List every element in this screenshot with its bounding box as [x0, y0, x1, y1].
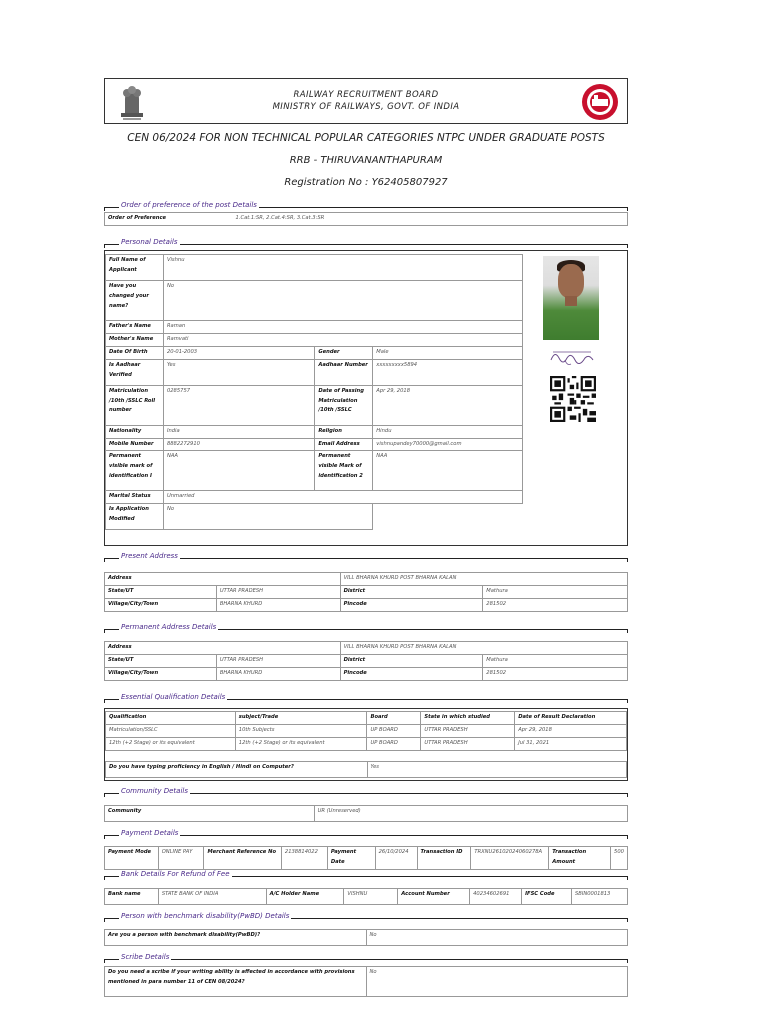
payment-table [104, 846, 628, 870]
field-label: Date Of Birth [106, 346, 164, 359]
preference-value: 1.Cat.1:SR, 2.Cat.4:SR, 3.Cat.3:SR [233, 213, 628, 226]
field-value: UTTAR PRADESH [421, 724, 515, 737]
field-value: UTTAR PRADESH [216, 585, 340, 598]
field-label: Board [367, 712, 421, 725]
field-label: Qualification [106, 712, 236, 725]
email-value: vishnupandey70000@gmail.com [373, 438, 523, 451]
field-value: 26/10/2024 [375, 847, 417, 870]
field-label: Transaction Amount [549, 847, 611, 870]
field-value: UP BOARD [367, 724, 421, 737]
permanent-address-table [104, 641, 628, 681]
preference-section-title: Order of preference of the post Details [121, 201, 257, 209]
field-label: Address [105, 642, 341, 655]
field-value: 0285757 [163, 385, 314, 425]
field-value: Raman [163, 321, 522, 334]
personal-table [105, 254, 523, 530]
field-label: District [340, 654, 483, 667]
field-value: BHARNA KHURD [216, 667, 340, 680]
qr-code-icon [550, 376, 596, 422]
field-label: Merchant Reference No [204, 847, 281, 870]
field-value [373, 504, 523, 530]
field-label: State in which studied [421, 712, 515, 725]
signature [545, 346, 597, 370]
field-value: Hindu [373, 425, 523, 438]
registration-number: Registration No : Y62405807927 [284, 177, 448, 188]
section-divider [104, 835, 628, 836]
field-value: 12th (+2 Stage) or its equivalent [235, 737, 367, 750]
field-value: Jul 31, 2021 [515, 737, 627, 750]
field-value: Yes [163, 359, 314, 385]
field-label: Do you have typing proficiency in English / Hindi on Computer? [106, 762, 368, 778]
field-value: No [366, 967, 627, 997]
community-section-title: Community Details [121, 787, 189, 795]
field-label: Gender [315, 346, 373, 359]
field-label: Full Name of Applicant [106, 255, 164, 281]
field-label: Order of Preference [105, 213, 233, 226]
field-value: Mathura [483, 585, 628, 598]
field-value: Yes [367, 762, 626, 778]
field-value: VILL BHARNA KHURD POST BHARNA KALAN [340, 642, 627, 655]
field-value: Apr 29, 2018 [515, 724, 627, 737]
scribe-table [104, 966, 628, 997]
field-value: 2138814022 [281, 847, 327, 870]
field-label: A/C Holder Name [266, 889, 344, 905]
org-name: RAILWAY RECRUITMENT BOARD [293, 90, 439, 100]
field-label: IFSC Code [522, 889, 572, 905]
table-row [106, 724, 627, 737]
field-label: Date of Result Declaration [515, 712, 627, 725]
field-label: Matriculation /10th /SSLC Roll number [106, 385, 164, 425]
preference-table [104, 212, 628, 226]
pwbd-section-title: Person with benchmark disability(PwBD) Details [121, 912, 290, 920]
field-value: 12th (+2 Stage) or its equivalent [106, 737, 236, 750]
permanent-address-section-title: Permanent Address Details [121, 623, 217, 631]
table-row [106, 737, 627, 750]
applicant-photo [543, 256, 599, 340]
refund-table [104, 888, 628, 905]
field-label: State/UT [105, 585, 217, 598]
field-label: Is Application Modified [106, 504, 164, 530]
field-label: State/UT [105, 654, 217, 667]
field-value: ONLINE PAY [158, 847, 204, 870]
ministry-name: MINISTRY OF RAILWAYS, GOVT. OF INDIA [272, 102, 460, 112]
field-label: Do you need a scribe if your writing ability is affected in accordance with provisions mentioned in para number 11 of CEN 08/2024? [105, 967, 367, 997]
field-value: No [163, 281, 522, 321]
field-value: 500 [611, 847, 628, 870]
field-label: Have you changed your name? [106, 281, 164, 321]
field-label: Marital Status [106, 491, 164, 504]
field-label: Pincode [340, 667, 483, 680]
scribe-section-title: Scribe Details [121, 953, 170, 961]
field-label: Payment Mode [105, 847, 159, 870]
field-label: Email Address [315, 438, 373, 451]
field-value: No [163, 504, 372, 530]
field-value: 8882272910 [163, 438, 314, 451]
field-value: SBIN0001813 [571, 889, 627, 905]
field-label: Religion [315, 425, 373, 438]
header-box [104, 78, 628, 124]
field-label: Mother's Name [106, 333, 164, 346]
community-table [104, 805, 628, 822]
cen-title: CEN 06/2024 FOR NON TECHNICAL POPULAR CATEGORIES NTPC UNDER GRADUATE POSTS [127, 132, 605, 144]
field-value: 281502 [483, 598, 628, 611]
field-value: India [163, 425, 314, 438]
rrb-title: RRB - THIRUVANANTHAPURAM [289, 155, 443, 166]
field-label: Aadhaar Number [315, 359, 373, 385]
personal-section-title: Personal Details [121, 238, 178, 246]
field-value: STATE BANK OF INDIA [158, 889, 266, 905]
field-value: UP BOARD [367, 737, 421, 750]
field-value: VILL BHARNA KHURD POST BHARNA KALAN [340, 573, 627, 586]
field-label: Pincode [340, 598, 483, 611]
field-label: Village/City/Town [105, 598, 217, 611]
field-label: Is Aadhaar Verified [106, 359, 164, 385]
field-label: Payment Date [327, 847, 375, 870]
field-value: VISHNU [344, 889, 398, 905]
field-value: xxxxxxxxx5894 [373, 359, 523, 385]
field-value: 20-01-2003 [163, 346, 314, 359]
field-label: subject/Trade [235, 712, 367, 725]
present-address-section-title: Present Address [121, 552, 178, 560]
field-value: 40234602691 [470, 889, 522, 905]
indian-railways-logo-icon [581, 83, 619, 121]
field-value: UTTAR PRADESH [421, 737, 515, 750]
field-value: Apr 29, 2018 [373, 385, 523, 425]
typing-table [105, 761, 627, 778]
field-label: Date of Passing Matriculation /10th /SSLC [315, 385, 373, 425]
field-label: Address [105, 573, 341, 586]
field-label: Permanent visible Mark of identification 2 [315, 451, 373, 491]
refund-section-title: Bank Details For Refund of Fee [121, 870, 230, 878]
field-label: Transaction ID [417, 847, 471, 870]
field-value: NAA [163, 451, 314, 491]
field-label: District [340, 585, 483, 598]
field-label: Account Number [398, 889, 470, 905]
full-name-value: Vishnu [163, 255, 522, 281]
field-value: Mathura [483, 654, 628, 667]
field-value: BHARNA KHURD [216, 598, 340, 611]
field-label: Permanent visible mark of identification I [106, 451, 164, 491]
field-label: Are you a person with benchmark disability(PwBD)? [105, 930, 367, 946]
field-label: Village/City/Town [105, 667, 217, 680]
field-value: UTTAR PRADESH [216, 654, 340, 667]
field-value: No [366, 930, 627, 946]
field-value: Unmarried [163, 491, 522, 504]
field-value: UR (Unreserved) [314, 806, 627, 822]
qualification-section-title: Essential Qualification Details [121, 693, 226, 701]
field-value: Male [373, 346, 523, 359]
field-value: 281502 [483, 667, 628, 680]
field-label: Community [105, 806, 315, 822]
field-value: Matriculation/SSLC [106, 724, 236, 737]
qualification-table [105, 711, 627, 751]
field-label: Nationality [106, 425, 164, 438]
field-value: 10th Subjects [235, 724, 367, 737]
field-label: Mobile Number [106, 438, 164, 451]
present-address-table [104, 572, 628, 612]
field-value: NAA [373, 451, 523, 491]
pwbd-table [104, 929, 628, 946]
section-divider [104, 959, 628, 960]
section-divider [104, 558, 628, 559]
payment-section-title: Payment Details [121, 829, 179, 837]
field-value: Ramvati [163, 333, 522, 346]
field-label: Bank name [105, 889, 159, 905]
field-value: TRXNU26102024060278A [471, 847, 549, 870]
section-divider [104, 244, 628, 245]
field-label: Father's Name [106, 321, 164, 334]
